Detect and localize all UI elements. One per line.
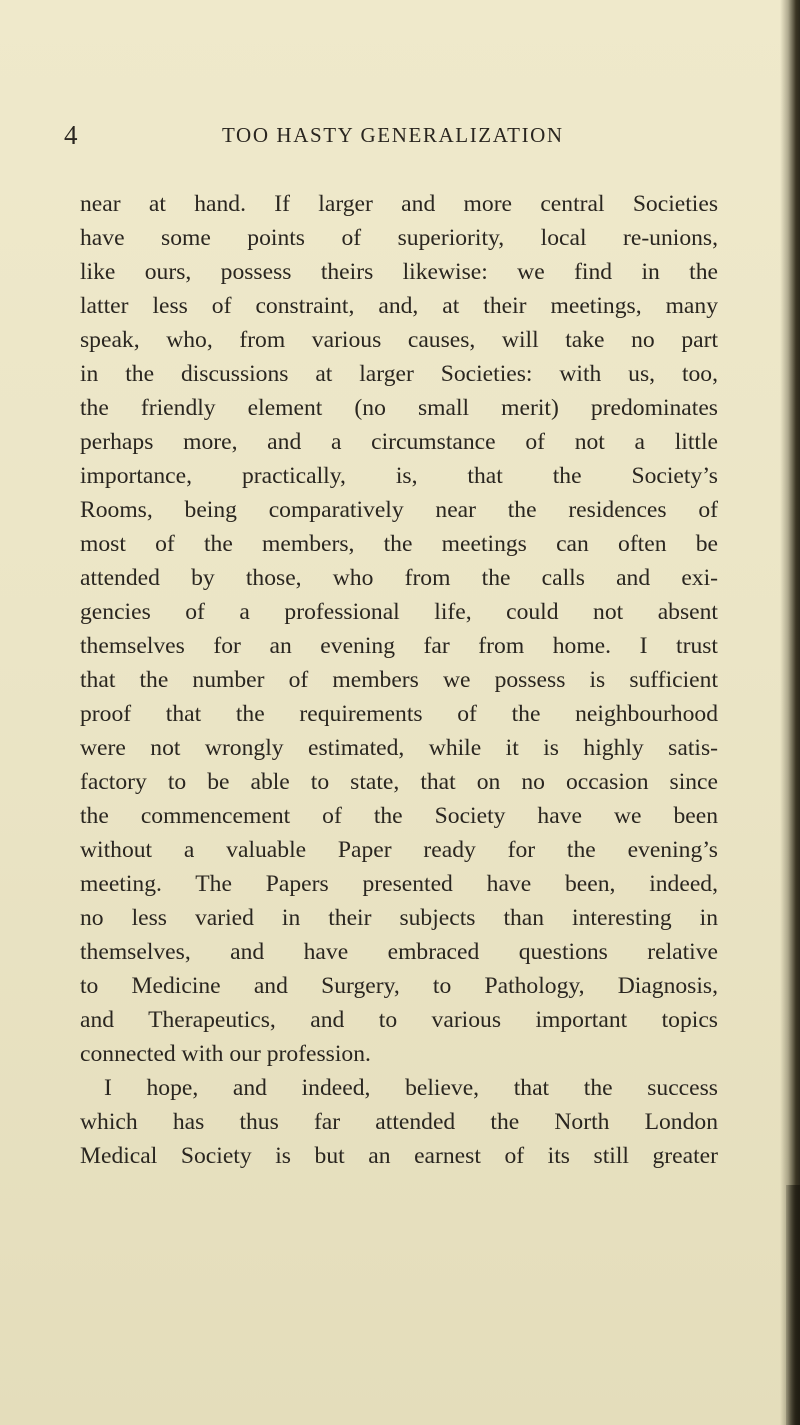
text-line: Rooms, being comparatively near the residences of [80,497,718,523]
page-edge-shadow-bottom [786,1185,800,1425]
text-line: no less varied in their subjects than interesting in [80,905,718,931]
text-line: were not wrongly estimated, while it is highly satis- [80,735,718,761]
text-line: that the number of members we possess is sufficient [80,667,718,693]
running-head: TOO HASTY GENERALIZATION [222,123,564,147]
text-line: the commencement of the Society have we been [80,803,718,829]
text-line: gencies of a professional life, could not absent [80,599,718,625]
text-line: attended by those, who from the calls and exi- [80,565,718,591]
text-line: perhaps more, and a circumstance of not a little [80,429,718,455]
text-line: proof that the requirements of the neighbourhood [80,701,718,727]
text-line: latter less of constraint, and, at their meetings, many [80,293,718,319]
text-line: have some points of superiority, local re-unions, [80,225,718,251]
text-line: themselves, and have embraced questions relative [80,939,718,965]
page-number: 4 [64,120,78,150]
text-line: without a valuable Paper ready for the evening’s [80,837,718,863]
text-line: I hope, and indeed, believe, that the success [104,1075,718,1101]
text-line: most of the members, the meetings can often be [80,531,718,557]
text-line: in the discussions at larger Societies: with us, too, [80,361,718,387]
text-line: factory to be able to state, that on no occasion since [80,769,718,795]
body-text [80,187,718,1173]
text-line: like ours, possess theirs likewise: we find in the [80,259,718,285]
text-line: themselves for an evening far from home. I trust [80,633,718,659]
text-line: near at hand. If larger and more central Societies [80,191,718,217]
text-line: importance, practically, is, that the Society’s [80,463,718,489]
text-line: to Medicine and Surgery, to Pathology, Diagnosis, [80,973,718,999]
page-header [56,119,746,151]
text-line: meeting. The Papers presented have been, indeed, [80,871,718,897]
text-line: connected with our profession. [80,1041,371,1067]
text-line: and Therapeutics, and to various important topics [80,1007,718,1033]
text-line: the friendly element (no small merit) predominates [80,395,718,421]
text-line: Medical Society is but an earnest of its still greater [80,1143,718,1169]
text-line: speak, who, from various causes, will take no part [80,327,718,353]
text-line: which has thus far attended the North London [80,1109,718,1135]
